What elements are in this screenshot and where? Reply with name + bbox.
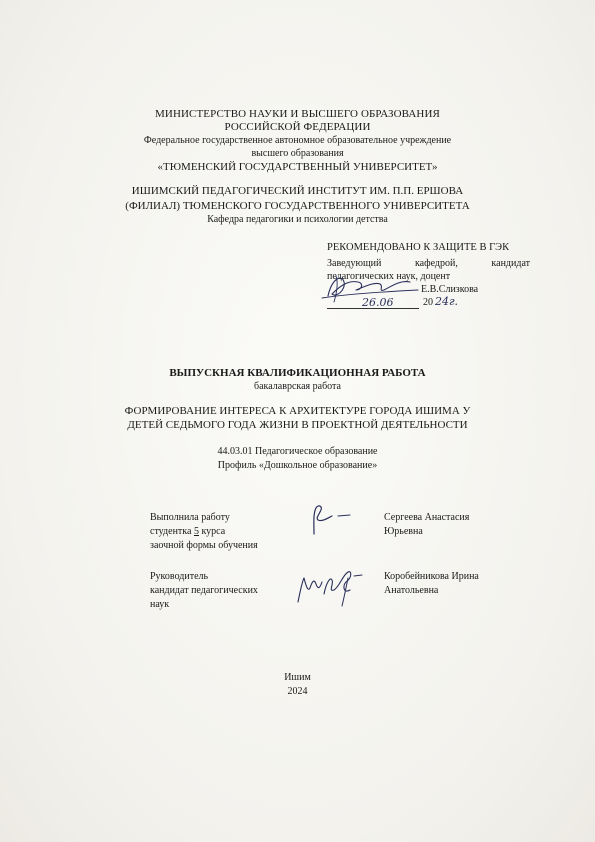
author-label-suffix: курса <box>201 526 226 537</box>
author-label-prefix: студентка <box>150 526 192 537</box>
ministry-line1: МИНИСТЕРСТВО НАУКИ И ВЫСШЕГО ОБРАЗОВАНИЯ <box>155 108 440 120</box>
author-name-line1: Сергеева Анастасия <box>384 512 470 523</box>
program-profile: Профиль «Дошкольное образование» <box>217 460 378 471</box>
supervisor-label-line2: кандидат педагогических <box>150 585 258 596</box>
author-label-line3: заочной формы обучения <box>150 540 258 551</box>
institution-line1: Федеральное государственное автономное образовательное учреждение <box>143 135 452 146</box>
author-label-line2 <box>150 526 225 537</box>
handwritten-year: 24г. <box>435 295 459 308</box>
author-label-line1: Выполнила работу <box>150 512 230 523</box>
supervisor-name-line2: Анатольевна <box>384 585 439 596</box>
author-name-line2: Юрьевна <box>384 526 423 537</box>
supervisor-signature-icon <box>288 564 368 610</box>
institute-line1: ИШИМСКИЙ ПЕДАГОГИЧЕСКИЙ ИНСТИТУТ ИМ. П.П. ЕРШОВА <box>131 185 464 197</box>
supervisor-label-line3: наук <box>150 599 170 610</box>
year-prefix: 20 <box>423 297 433 308</box>
head-role-word3: кандидат <box>491 258 530 269</box>
department-name: Кафедра педагогики и психологии детства <box>207 214 388 225</box>
head-role-word1: Заведующий <box>327 258 382 269</box>
supervisor-name-line1: Коробейникова Ирина <box>384 571 479 582</box>
supervisor-label-line1: Руководитель <box>150 571 209 582</box>
institute-line2: (ФИЛИАЛ) ТЮМЕНСКОГО ГОСУДАРСТВЕННОГО УНИВЕРСИТЕТА <box>125 200 470 212</box>
footer-city: Ишим <box>284 672 311 683</box>
program-code: 44.03.01 Педагогическое образование <box>217 446 378 457</box>
handwritten-date: 26.06 <box>362 296 394 309</box>
university-name: «ТЮМЕНСКИЙ ГОСУДАРСТВЕННЫЙ УНИВЕРСИТЕТ» <box>157 161 438 173</box>
work-title-line2: ДЕТЕЙ СЕДЬМОГО ГОДА ЖИЗНИ В ПРОЕКТНОЙ ДЕЯТЕЛЬНОСТИ <box>127 419 468 431</box>
recommendation-title: РЕКОМЕНДОВАНО К ЗАЩИТЕ В ГЭК <box>327 242 510 253</box>
head-role-word2: кафедрой, <box>414 258 458 269</box>
institution-line2: высшего образования <box>251 148 344 159</box>
author-course: 5 <box>193 526 199 537</box>
head-name: Е.В.Слизкова <box>421 284 479 295</box>
work-type: ВЫПУСКНАЯ КВАЛИФИКАЦИОННАЯ РАБОТА <box>169 367 426 379</box>
ministry-line2: РОССИЙСКОЙ ФЕДЕРАЦИИ <box>224 121 371 133</box>
work-subtype: бакалаврская работа <box>254 381 341 392</box>
head-role-line2: педагогических наук, доцент <box>327 271 451 282</box>
author-signature-icon <box>300 502 360 538</box>
head-signature-icon <box>318 268 438 306</box>
work-title-line1: ФОРМИРОВАНИЕ ИНТЕРЕСА К АРХИТЕКТУРЕ ГОРОДА ИШИМА У <box>124 405 471 417</box>
footer-year: 2024 <box>287 686 308 697</box>
